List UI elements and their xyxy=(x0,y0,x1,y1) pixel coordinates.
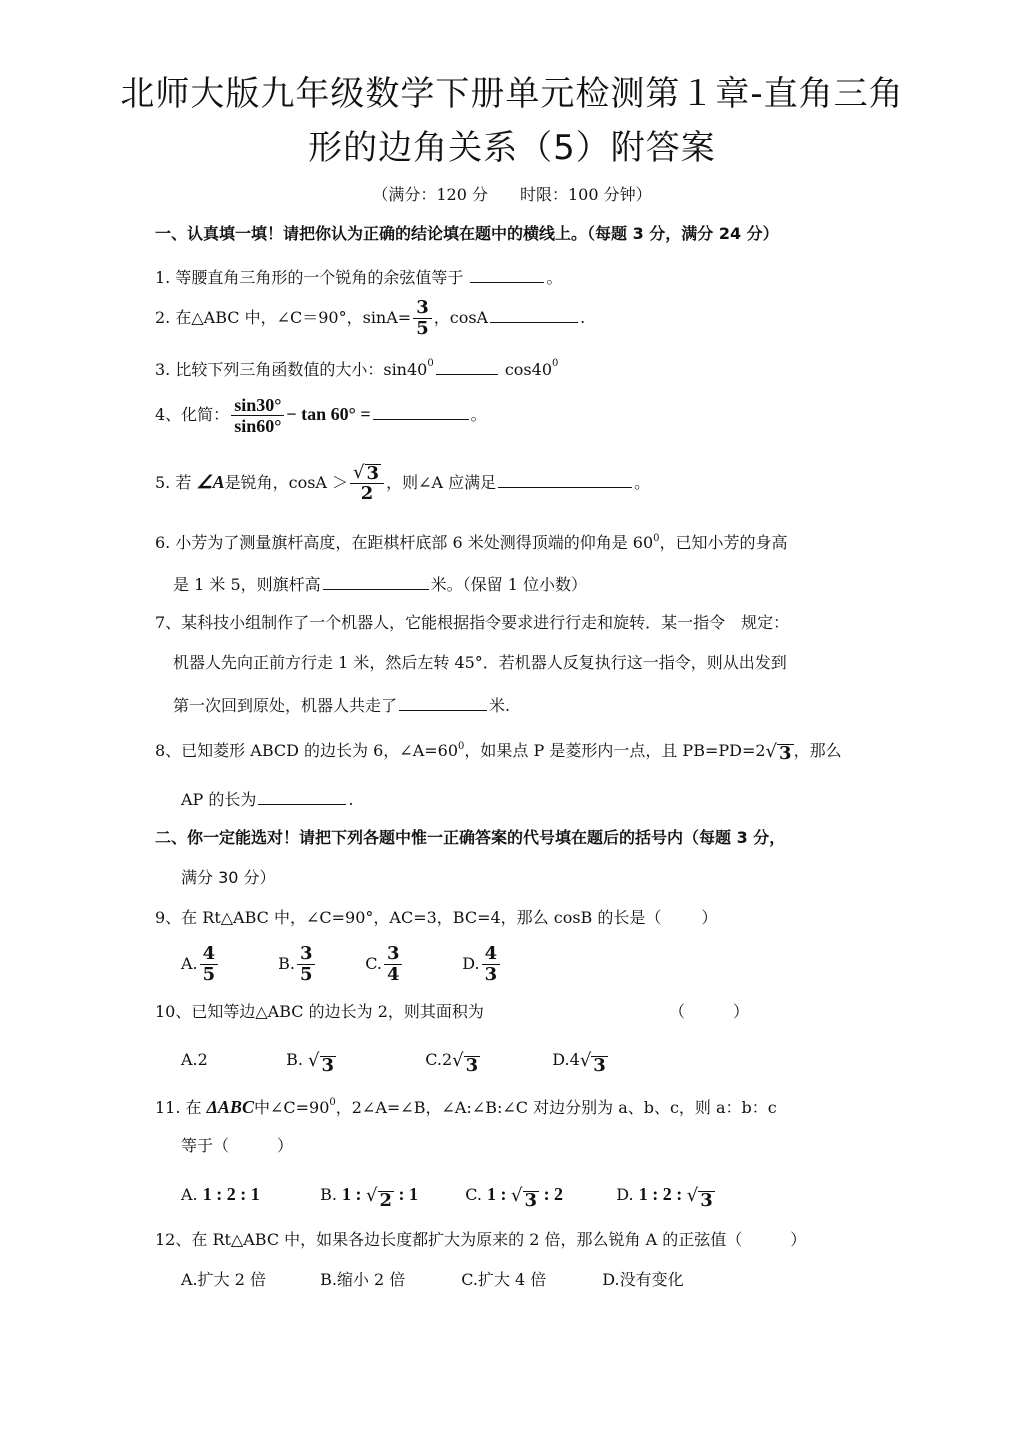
page-title-line2: 形的边角关系（5）附答案 xyxy=(308,128,716,168)
question-3-text: 3. 比较下列三角函数值的大小：sin40 xyxy=(155,360,428,379)
question-6-line1 xyxy=(155,532,788,554)
radicand: 3 xyxy=(700,1189,713,1211)
question-5-end: 。 xyxy=(634,473,651,492)
radical-sign: √ xyxy=(765,740,778,762)
question-10-text: 10、已知等边△ABC 的边长为 2，则其面积为 xyxy=(155,1002,484,1021)
question-10-options xyxy=(181,1046,608,1075)
question-1-text: 1. 等腰直角三角形的一个锐角的余弦值等于 xyxy=(155,268,464,287)
question-2-end: . xyxy=(580,308,586,327)
option-12c[interactable]: C.扩大 4 倍 xyxy=(461,1270,547,1289)
degree-sup: 0 xyxy=(552,358,559,369)
sqrt-expr xyxy=(366,1182,394,1210)
answer-paren-10[interactable]: （ ） xyxy=(669,1002,750,1021)
question-6-text-end: ，已知小芳的身高 xyxy=(659,533,788,552)
fraction-sqrt3-2 xyxy=(350,463,384,504)
option-9c[interactable] xyxy=(365,940,457,988)
option-label: C. xyxy=(365,954,382,973)
option-10a[interactable] xyxy=(181,1046,281,1074)
degree-sup: 0 xyxy=(458,741,465,752)
question-5-after: ，则∠A 应满足 xyxy=(386,473,497,492)
question-8-line2 xyxy=(181,787,354,811)
option-10c[interactable] xyxy=(425,1046,547,1075)
question-4-text: 4、化简： xyxy=(155,405,230,424)
frac-den: 2 xyxy=(360,483,374,504)
question-2-mid: ，cosA xyxy=(433,308,489,327)
question-12-options xyxy=(181,1269,684,1291)
radicand: 3 xyxy=(779,742,792,764)
question-7-line1: 7、某科技小组制作了一个机器人，它能根据指令要求进行行走和旋转．某一指令 规定： xyxy=(155,613,790,632)
option-label: D. xyxy=(462,954,480,973)
radical-sign: √ xyxy=(579,1049,592,1071)
radicand: 2 xyxy=(379,1189,393,1211)
sqrt-3 xyxy=(766,741,794,763)
radical-sign: √ xyxy=(366,1184,378,1206)
radicand: 3 xyxy=(524,1189,538,1211)
frac-den: sin60° xyxy=(234,416,282,436)
section1-heading: 一、认真填一填！请把你认为正确的结论填在题中的横线上。（每题 3 分，满分 24 分） xyxy=(155,224,779,243)
question-8-end: ，那么 xyxy=(793,741,842,760)
sqrt-expr xyxy=(580,1047,608,1075)
question-6-line2-end: 米。（保留 1 位小数） xyxy=(430,575,587,594)
question-11-line1 xyxy=(155,1096,777,1119)
option-label: B. xyxy=(278,954,295,973)
frac-num: 3 xyxy=(384,944,403,965)
degree-sup: 0 xyxy=(653,533,660,544)
question-3-mid: cos40 xyxy=(504,360,552,379)
option-9d[interactable] xyxy=(462,940,502,988)
question-5 xyxy=(155,458,650,507)
question-8-mid: ，如果点 P 是菱形内一点，且 PB=PD=2 xyxy=(464,741,766,760)
radical-sign: √ xyxy=(452,1049,464,1071)
frac-num: 4 xyxy=(200,944,219,965)
option-9b[interactable] xyxy=(278,940,360,988)
question-11-rest: ，2∠A=∠B，∠A:∠B:∠C 对边分别为 a、b、c，则 a：b：c xyxy=(335,1098,777,1117)
answer-blank-6[interactable] xyxy=(323,572,429,590)
sqrt-expr xyxy=(353,463,381,483)
sqrt-expr xyxy=(308,1047,336,1075)
sqrt-expr xyxy=(452,1047,480,1075)
option-9a[interactable] xyxy=(181,940,273,988)
frac-num: 4 xyxy=(482,944,501,965)
question-5-mid: 是锐角，cosA ＞ xyxy=(224,473,349,492)
fraction-sin30-sin60 xyxy=(231,395,284,436)
option-12a[interactable]: A.扩大 2 倍 xyxy=(181,1270,266,1289)
frac-den: 5 xyxy=(416,318,429,339)
option-label: D. xyxy=(616,1185,634,1204)
question-8-text: 8、已知菱形 ABCD 的边长为 6，∠A=60 xyxy=(155,741,459,760)
question-9-end: ） xyxy=(701,908,718,927)
option-fraction xyxy=(384,944,403,985)
degree-sup: 0 xyxy=(427,358,434,369)
sqrt-expr xyxy=(511,1182,539,1210)
option-label: A. xyxy=(181,1185,198,1204)
radicand: 3 xyxy=(593,1054,606,1076)
question-7-line3-text: 第一次回到原处，机器人共走了 xyxy=(173,696,398,715)
answer-blank-8[interactable] xyxy=(258,787,346,805)
option-expr: 1 : xyxy=(342,1184,367,1204)
section2-heading-line2: 满分 30 分） xyxy=(181,868,276,887)
page-title-line1: 北师大版九年级数学下册单元检测第１章-直角三角 xyxy=(120,74,904,114)
question-6-line2-text: 是 1 米 5，则旗杆高 xyxy=(173,575,321,594)
answer-blank-7[interactable] xyxy=(399,693,487,711)
option-label: D.4 xyxy=(552,1050,580,1069)
option-11c[interactable] xyxy=(465,1180,611,1210)
option-10d[interactable] xyxy=(552,1046,608,1075)
question-2 xyxy=(155,298,585,339)
question-11-text: 11. 在 xyxy=(155,1098,202,1117)
option-10b[interactable] xyxy=(286,1046,420,1075)
sqrt-expr xyxy=(687,1182,715,1210)
answer-blank-3[interactable] xyxy=(436,357,498,375)
question-12: 12、在 Rt△ABC 中，如果各边长度都扩大为原来的 2 倍，那么锐角 A 的正弦值（ ） xyxy=(155,1230,807,1249)
answer-blank-5[interactable] xyxy=(498,470,632,488)
question-6-line2 xyxy=(173,572,587,596)
option-11d[interactable] xyxy=(616,1180,714,1210)
radicand: 3 xyxy=(366,463,380,484)
radical-sign: √ xyxy=(308,1049,320,1071)
frac-den: 5 xyxy=(202,964,216,985)
question-11-line2: 等于（ ） xyxy=(181,1136,294,1155)
question-9-options xyxy=(181,940,502,988)
radical-sign: √ xyxy=(686,1184,699,1206)
option-11b[interactable] xyxy=(320,1180,460,1210)
question-11-options xyxy=(181,1180,715,1210)
option-12d[interactable]: D.没有变化 xyxy=(602,1270,684,1289)
question-10 xyxy=(155,1001,750,1023)
option-label: B. xyxy=(320,1185,337,1204)
frac-num: sin30° xyxy=(231,395,284,416)
option-label: A.2 xyxy=(181,1050,208,1069)
degree-sup: 0 xyxy=(329,1097,336,1108)
question-4-expr: − tan 60° = xyxy=(286,404,371,424)
question-1-end: 。 xyxy=(546,268,563,287)
question-8-line2-end: . xyxy=(348,790,354,809)
frac-num xyxy=(350,463,384,484)
question-4 xyxy=(155,392,487,437)
triangle-abc-symbol: ΔABC xyxy=(206,1097,254,1117)
option-expr: 1 : 2 : 1 xyxy=(202,1184,260,1204)
option-expr-post: : 1 xyxy=(394,1184,419,1204)
question-3 xyxy=(155,357,558,381)
option-label: A. xyxy=(181,954,198,973)
question-7-line2: 机器人先向正前方行走 1 米，然后左转 45°．若机器人反复执行这一指令，则从出发到 xyxy=(173,653,787,672)
question-4-end: 。 xyxy=(470,405,487,424)
radicand: 3 xyxy=(321,1054,335,1076)
option-label: B. xyxy=(286,1050,309,1069)
option-label: C. xyxy=(465,1185,482,1204)
question-7-line3 xyxy=(173,693,510,717)
radical-sign: √ xyxy=(353,462,365,483)
radicand: 3 xyxy=(465,1054,479,1076)
question-2-text: 2. 在△ABC 中，∠C＝90°，sinA= xyxy=(155,308,412,327)
answer-blank-1[interactable] xyxy=(470,265,544,283)
question-8-line2-text: AP 的长为 xyxy=(181,790,257,809)
question-9-text: 9、在 Rt△ABC 中，∠C=90°，AC=3，BC=4，那么 cosB 的长是（ xyxy=(155,908,662,927)
radical-sign: √ xyxy=(511,1184,523,1206)
angle-a-symbol: ∠A xyxy=(196,472,225,492)
question-1 xyxy=(155,265,562,289)
fraction-3-5 xyxy=(413,298,432,339)
frac-den: 5 xyxy=(299,964,313,985)
option-expr-post: : 2 xyxy=(539,1184,564,1204)
answer-blank-4[interactable] xyxy=(373,402,469,420)
frac-den: 4 xyxy=(386,964,400,985)
option-fraction xyxy=(482,944,501,985)
option-fraction xyxy=(297,944,316,985)
question-9 xyxy=(155,907,717,929)
answer-blank-2[interactable] xyxy=(490,305,578,323)
option-fraction xyxy=(200,944,219,985)
question-6-text: 6. 小芳为了测量旗杆高度，在距棋杆底部 6 米处测得顶端的仰角是 60 xyxy=(155,533,654,552)
question-11-mid: 中∠C=90 xyxy=(253,1098,330,1117)
exam-info: （满分：120 分 时限：100 分钟） xyxy=(372,185,652,204)
frac-den: 3 xyxy=(484,964,498,985)
option-label: C.2 xyxy=(425,1050,453,1069)
question-8-line1 xyxy=(155,740,842,763)
frac-num: 3 xyxy=(413,298,432,319)
option-expr: 1 : 2 : xyxy=(638,1184,687,1204)
option-12b[interactable]: B.缩小 2 倍 xyxy=(320,1270,406,1289)
option-11a[interactable] xyxy=(181,1180,315,1209)
question-7-line3-end: 米. xyxy=(489,696,511,715)
frac-num: 3 xyxy=(297,944,316,965)
question-5-text: 5. 若 xyxy=(155,473,192,492)
section2-heading-line1: 二、你一定能选对！请把下列各题中惟一正确答案的代号填在题后的括号内（每题 3 分， xyxy=(155,828,786,847)
option-expr: 1 : xyxy=(487,1184,512,1204)
